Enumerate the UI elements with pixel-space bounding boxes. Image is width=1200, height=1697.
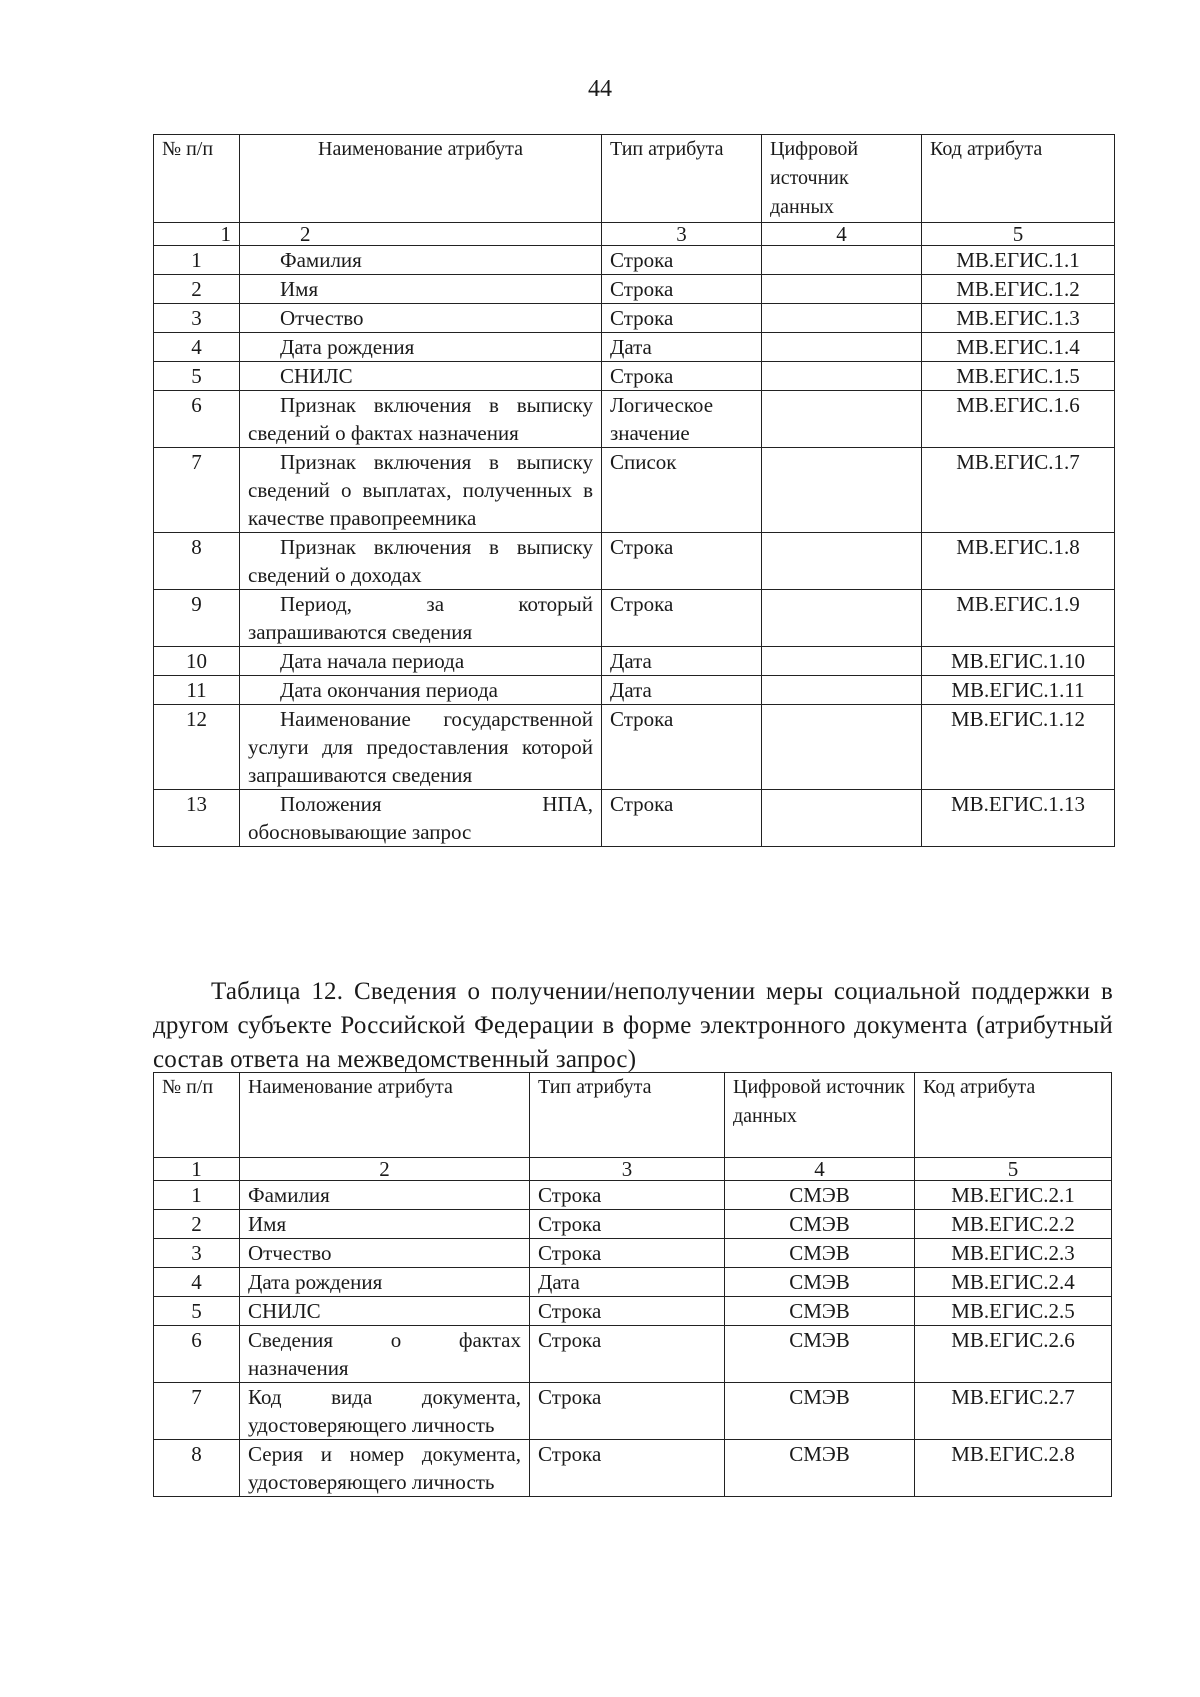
column-number-row <box>154 1158 1112 1181</box>
row-number-cell: 8 <box>154 533 240 590</box>
attribute-name-cell: Отчество <box>240 304 602 333</box>
data-source-cell: СМЭВ <box>725 1239 915 1268</box>
attribute-name-cell: Дата начала периода <box>240 647 602 676</box>
row-number-cell: 1 <box>154 246 240 275</box>
attribute-code-cell: МВ.ЕГИС.1.3 <box>922 304 1115 333</box>
row-number-cell: 5 <box>154 362 240 391</box>
attribute-code-cell: МВ.ЕГИС.1.11 <box>922 676 1115 705</box>
attribute-name-cell: Фамилия <box>240 1181 530 1210</box>
row-number-cell: 3 <box>154 304 240 333</box>
attribute-type-cell: Строка <box>602 304 762 333</box>
attribute-type-cell: Дата <box>602 676 762 705</box>
table-row <box>154 362 1115 391</box>
column-number: 5 <box>922 223 1115 246</box>
header-cell-num: № п/п <box>154 135 240 223</box>
column-number: 1 <box>154 223 240 246</box>
column-number: 4 <box>725 1158 915 1181</box>
header-cell-name: Наименование атрибута <box>240 135 602 223</box>
attribute-name-cell: Признак включения в выписку сведений о фактах назначения <box>240 391 602 448</box>
column-number: 2 <box>240 223 602 246</box>
row-number-cell: 13 <box>154 790 240 847</box>
data-source-cell: СМЭВ <box>725 1383 915 1440</box>
table-row <box>154 1210 1112 1239</box>
table-row <box>154 246 1115 275</box>
attribute-code-cell: МВ.ЕГИС.1.4 <box>922 333 1115 362</box>
table-row <box>154 1239 1112 1268</box>
table-row <box>154 304 1115 333</box>
attribute-name-cell: Дата рождения <box>240 333 602 362</box>
data-source-cell: СМЭВ <box>725 1440 915 1497</box>
header-cell-type: Тип атрибута <box>602 135 762 223</box>
data-source-cell <box>762 790 922 847</box>
data-source-cell <box>762 246 922 275</box>
data-source-cell <box>762 647 922 676</box>
attribute-type-cell: Строка <box>602 275 762 304</box>
attribute-code-cell: МВ.ЕГИС.1.12 <box>922 705 1115 790</box>
data-source-cell: СМЭВ <box>725 1210 915 1239</box>
attribute-name-cell: Сведения о фактах назначения <box>240 1326 530 1383</box>
column-number-row <box>154 223 1115 246</box>
attribute-type-cell: Строка <box>530 1383 725 1440</box>
attribute-code-cell: МВ.ЕГИС.2.7 <box>915 1383 1112 1440</box>
attribute-code-cell: МВ.ЕГИС.2.3 <box>915 1239 1112 1268</box>
row-number-cell: 4 <box>154 1268 240 1297</box>
attribute-code-cell: МВ.ЕГИС.1.13 <box>922 790 1115 847</box>
table-row <box>154 448 1115 533</box>
table-row <box>154 790 1115 847</box>
table-row <box>154 533 1115 590</box>
page-number: 44 <box>588 76 612 102</box>
row-number-cell: 10 <box>154 647 240 676</box>
row-number-cell: 12 <box>154 705 240 790</box>
data-source-cell <box>762 705 922 790</box>
header-cell-code: Код атрибута <box>922 135 1115 223</box>
header-cell-code: Код атрибута <box>915 1073 1112 1158</box>
attribute-name-cell: Наименование государственной услуги для предоставления которой запрашиваются сведения <box>240 705 602 790</box>
table-header-row <box>154 135 1115 223</box>
attribute-type-cell: Строка <box>530 1239 725 1268</box>
row-number-cell: 11 <box>154 676 240 705</box>
table-row <box>154 1268 1112 1297</box>
column-number: 2 <box>240 1158 530 1181</box>
attribute-type-cell: Строка <box>530 1297 725 1326</box>
attribute-name-cell: Период, за который запрашиваются сведения <box>240 590 602 647</box>
column-number: 1 <box>154 1158 240 1181</box>
row-number-cell: 7 <box>154 1383 240 1440</box>
column-number: 3 <box>530 1158 725 1181</box>
attribute-name-cell: Серия и номер документа, удостоверяющего личность <box>240 1440 530 1497</box>
attribute-type-cell: Строка <box>602 705 762 790</box>
data-source-cell: СМЭВ <box>725 1326 915 1383</box>
attribute-type-cell: Строка <box>530 1440 725 1497</box>
attribute-code-cell: МВ.ЕГИС.1.8 <box>922 533 1115 590</box>
attribute-name-cell: Признак включения в выписку сведений о доходах <box>240 533 602 590</box>
row-number-cell: 2 <box>154 1210 240 1239</box>
table-header-row <box>154 1073 1112 1158</box>
attribute-code-cell: МВ.ЕГИС.1.5 <box>922 362 1115 391</box>
data-source-cell <box>762 275 922 304</box>
attribute-code-cell: МВ.ЕГИС.2.2 <box>915 1210 1112 1239</box>
attributes-table-2 <box>153 1072 1112 1497</box>
attribute-name-cell: СНИЛС <box>240 1297 530 1326</box>
attribute-code-cell: МВ.ЕГИС.1.1 <box>922 246 1115 275</box>
data-source-cell: СМЭВ <box>725 1297 915 1326</box>
attribute-name-cell: Положения НПА, обосновывающие запрос <box>240 790 602 847</box>
attribute-name-cell: Дата рождения <box>240 1268 530 1297</box>
attribute-type-cell: Логическое значение <box>602 391 762 448</box>
table-row <box>154 275 1115 304</box>
attribute-type-cell: Строка <box>530 1181 725 1210</box>
header-cell-num: № п/п <box>154 1073 240 1158</box>
attribute-code-cell: МВ.ЕГИС.2.6 <box>915 1326 1112 1383</box>
attribute-code-cell: МВ.ЕГИС.1.6 <box>922 391 1115 448</box>
table-row <box>154 676 1115 705</box>
table-row <box>154 590 1115 647</box>
attribute-type-cell: Строка <box>530 1326 725 1383</box>
attribute-type-cell: Строка <box>530 1210 725 1239</box>
data-source-cell <box>762 391 922 448</box>
table-row <box>154 705 1115 790</box>
attribute-name-cell: Имя <box>240 275 602 304</box>
column-number: 4 <box>762 223 922 246</box>
attribute-name-cell: Имя <box>240 1210 530 1239</box>
data-source-cell <box>762 676 922 705</box>
header-cell-source: Цифровой источник данных <box>762 135 922 223</box>
header-cell-type: Тип атрибута <box>530 1073 725 1158</box>
table-row <box>154 1440 1112 1497</box>
attribute-code-cell: МВ.ЕГИС.1.7 <box>922 448 1115 533</box>
data-source-cell <box>762 533 922 590</box>
data-source-cell <box>762 304 922 333</box>
data-source-cell <box>762 362 922 391</box>
column-number: 3 <box>602 223 762 246</box>
row-number-cell: 2 <box>154 275 240 304</box>
table-row <box>154 1181 1112 1210</box>
data-source-cell <box>762 590 922 647</box>
attribute-type-cell: Дата <box>602 647 762 676</box>
attribute-name-cell: Дата окончания периода <box>240 676 602 705</box>
row-number-cell: 9 <box>154 590 240 647</box>
attribute-name-cell: Признак включения в выписку сведений о выплатах, полученных в качестве правопреемника <box>240 448 602 533</box>
header-cell-name: Наименование атрибута <box>240 1073 530 1158</box>
table-row <box>154 1383 1112 1440</box>
attribute-code-cell: МВ.ЕГИС.2.5 <box>915 1297 1112 1326</box>
row-number-cell: 6 <box>154 1326 240 1383</box>
attribute-code-cell: МВ.ЕГИС.1.2 <box>922 275 1115 304</box>
row-number-cell: 8 <box>154 1440 240 1497</box>
attribute-type-cell: Список <box>602 448 762 533</box>
data-source-cell: СМЭВ <box>725 1181 915 1210</box>
attribute-type-cell: Строка <box>602 590 762 647</box>
table-row <box>154 1326 1112 1383</box>
attribute-code-cell: МВ.ЕГИС.2.4 <box>915 1268 1112 1297</box>
row-number-cell: 7 <box>154 448 240 533</box>
table-row <box>154 647 1115 676</box>
row-number-cell: 3 <box>154 1239 240 1268</box>
attribute-code-cell: МВ.ЕГИС.1.10 <box>922 647 1115 676</box>
table-12-caption: Таблица 12. Сведения о получении/неполучении меры социальной поддержки в другом субъекте Российской Федерации в форме электронного документа (атрибутный состав ответа на межведомственный запрос) <box>153 978 1113 1073</box>
attribute-name-cell: СНИЛС <box>240 362 602 391</box>
row-number-cell: 4 <box>154 333 240 362</box>
attribute-type-cell: Дата <box>602 333 762 362</box>
row-number-cell: 1 <box>154 1181 240 1210</box>
table-row <box>154 391 1115 448</box>
column-number: 5 <box>915 1158 1112 1181</box>
attribute-type-cell: Строка <box>602 533 762 590</box>
row-number-cell: 6 <box>154 391 240 448</box>
header-cell-source: Цифровой источник данных <box>725 1073 915 1158</box>
data-source-cell: СМЭВ <box>725 1268 915 1297</box>
attribute-code-cell: МВ.ЕГИС.2.1 <box>915 1181 1112 1210</box>
attributes-table-1 <box>153 134 1115 847</box>
attribute-type-cell: Строка <box>602 362 762 391</box>
table-row <box>154 1297 1112 1326</box>
attribute-type-cell: Строка <box>602 790 762 847</box>
attribute-name-cell: Отчество <box>240 1239 530 1268</box>
attribute-name-cell: Код вида документа, удостоверяющего личность <box>240 1383 530 1440</box>
attribute-name-cell: Фамилия <box>240 246 602 275</box>
attribute-code-cell: МВ.ЕГИС.1.9 <box>922 590 1115 647</box>
data-source-cell <box>762 448 922 533</box>
attribute-type-cell: Дата <box>530 1268 725 1297</box>
attribute-code-cell: МВ.ЕГИС.2.8 <box>915 1440 1112 1497</box>
data-source-cell <box>762 333 922 362</box>
row-number-cell: 5 <box>154 1297 240 1326</box>
attribute-type-cell: Строка <box>602 246 762 275</box>
table-row <box>154 333 1115 362</box>
